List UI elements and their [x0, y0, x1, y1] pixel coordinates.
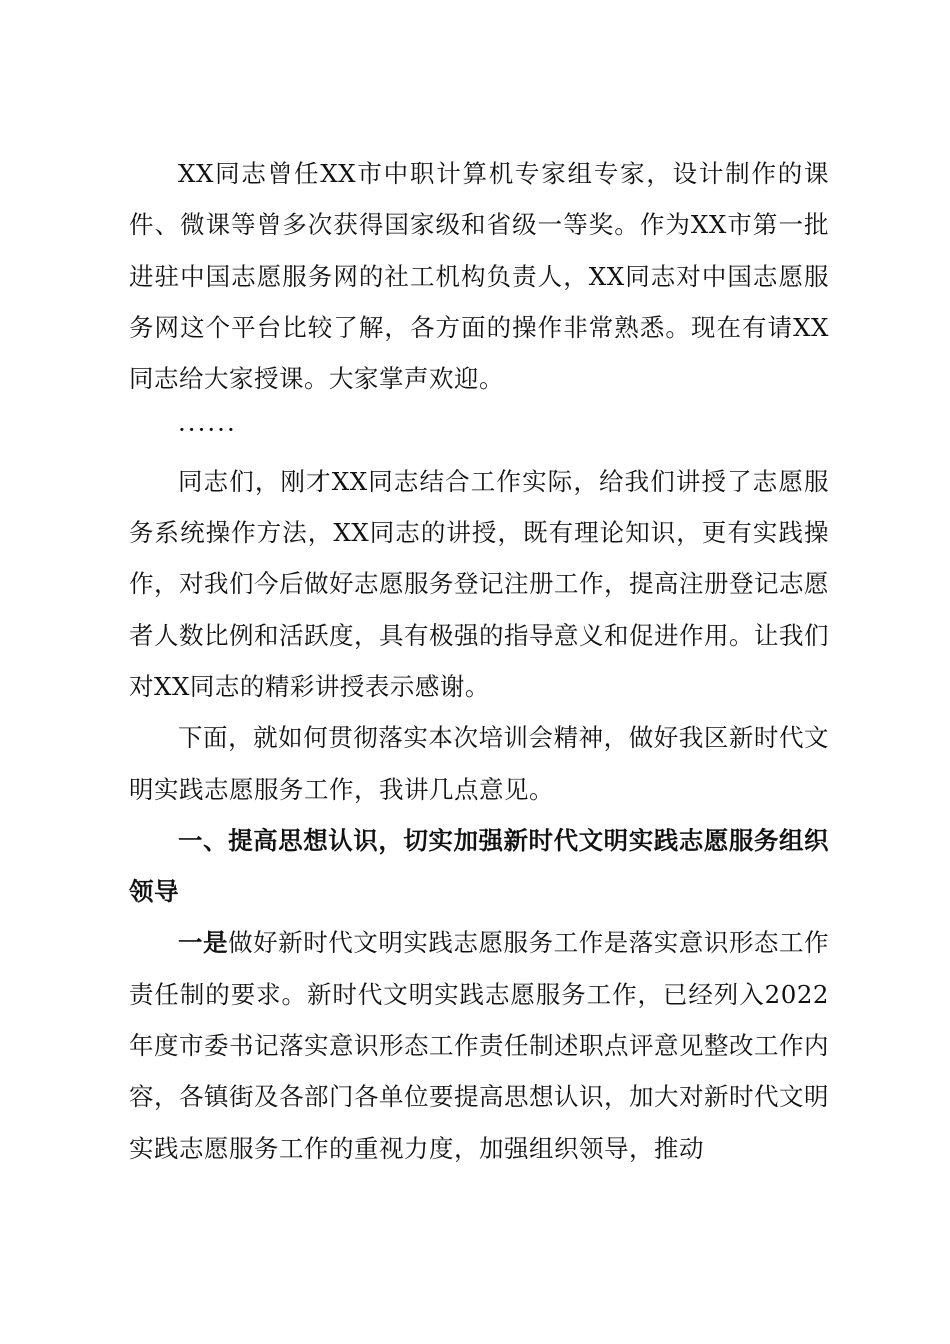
- paragraph-point-one: [129, 917, 829, 1173]
- document-body: [129, 148, 829, 1174]
- point-one-body: 做好新时代文明实践志愿服务工作是落实意识形态工作责任制的要求。新时代文明实践志愿服务工作，已经列入2022年度市委书记落实意识形态工作责任制述职点评意见整改工作内容，各镇街及各部门各单位要提高思想认识，加大对新时代文明实践志愿服务工作的重视力度，加强组织领导，推动: [129, 928, 830, 1163]
- point-one-lead: 一是: [178, 928, 229, 958]
- paragraph-introduction: XX同志曾任XX市中职计算机专家组专家，设计制作的课件、微课等曾多次获得国家级和省级一等奖。作为XX市第一批进驻中国志愿服务网的社工机构负责人，XX同志对中国志愿服务网这个平台比较了解，各方面的操作非常熟悉。现在有请XX同志给大家授课。大家掌声欢迎。: [129, 159, 829, 394]
- paragraph-transition: 下面，就如何贯彻落实本次培训会精神，做好我区新时代文明实践志愿服务工作，我讲几点意见。: [129, 723, 829, 804]
- ellipsis-separator: ······: [178, 415, 237, 445]
- section-heading-1: 一、提高思想认识，切实加强新时代文明实践志愿服务组织领导: [129, 825, 829, 907]
- paragraph-thanks: 同志们，刚才XX同志结合工作实际，给我们讲授了志愿服务系统操作方法，XX同志的讲授，既有理论知识，更有实践操作，对我们今后做好志愿服务登记注册工作，提高注册登记志愿者人数比例和活跃度，具有极强的指导意义和促进作用。让我们对XX同志的精彩讲授表示感谢。: [129, 466, 829, 701]
